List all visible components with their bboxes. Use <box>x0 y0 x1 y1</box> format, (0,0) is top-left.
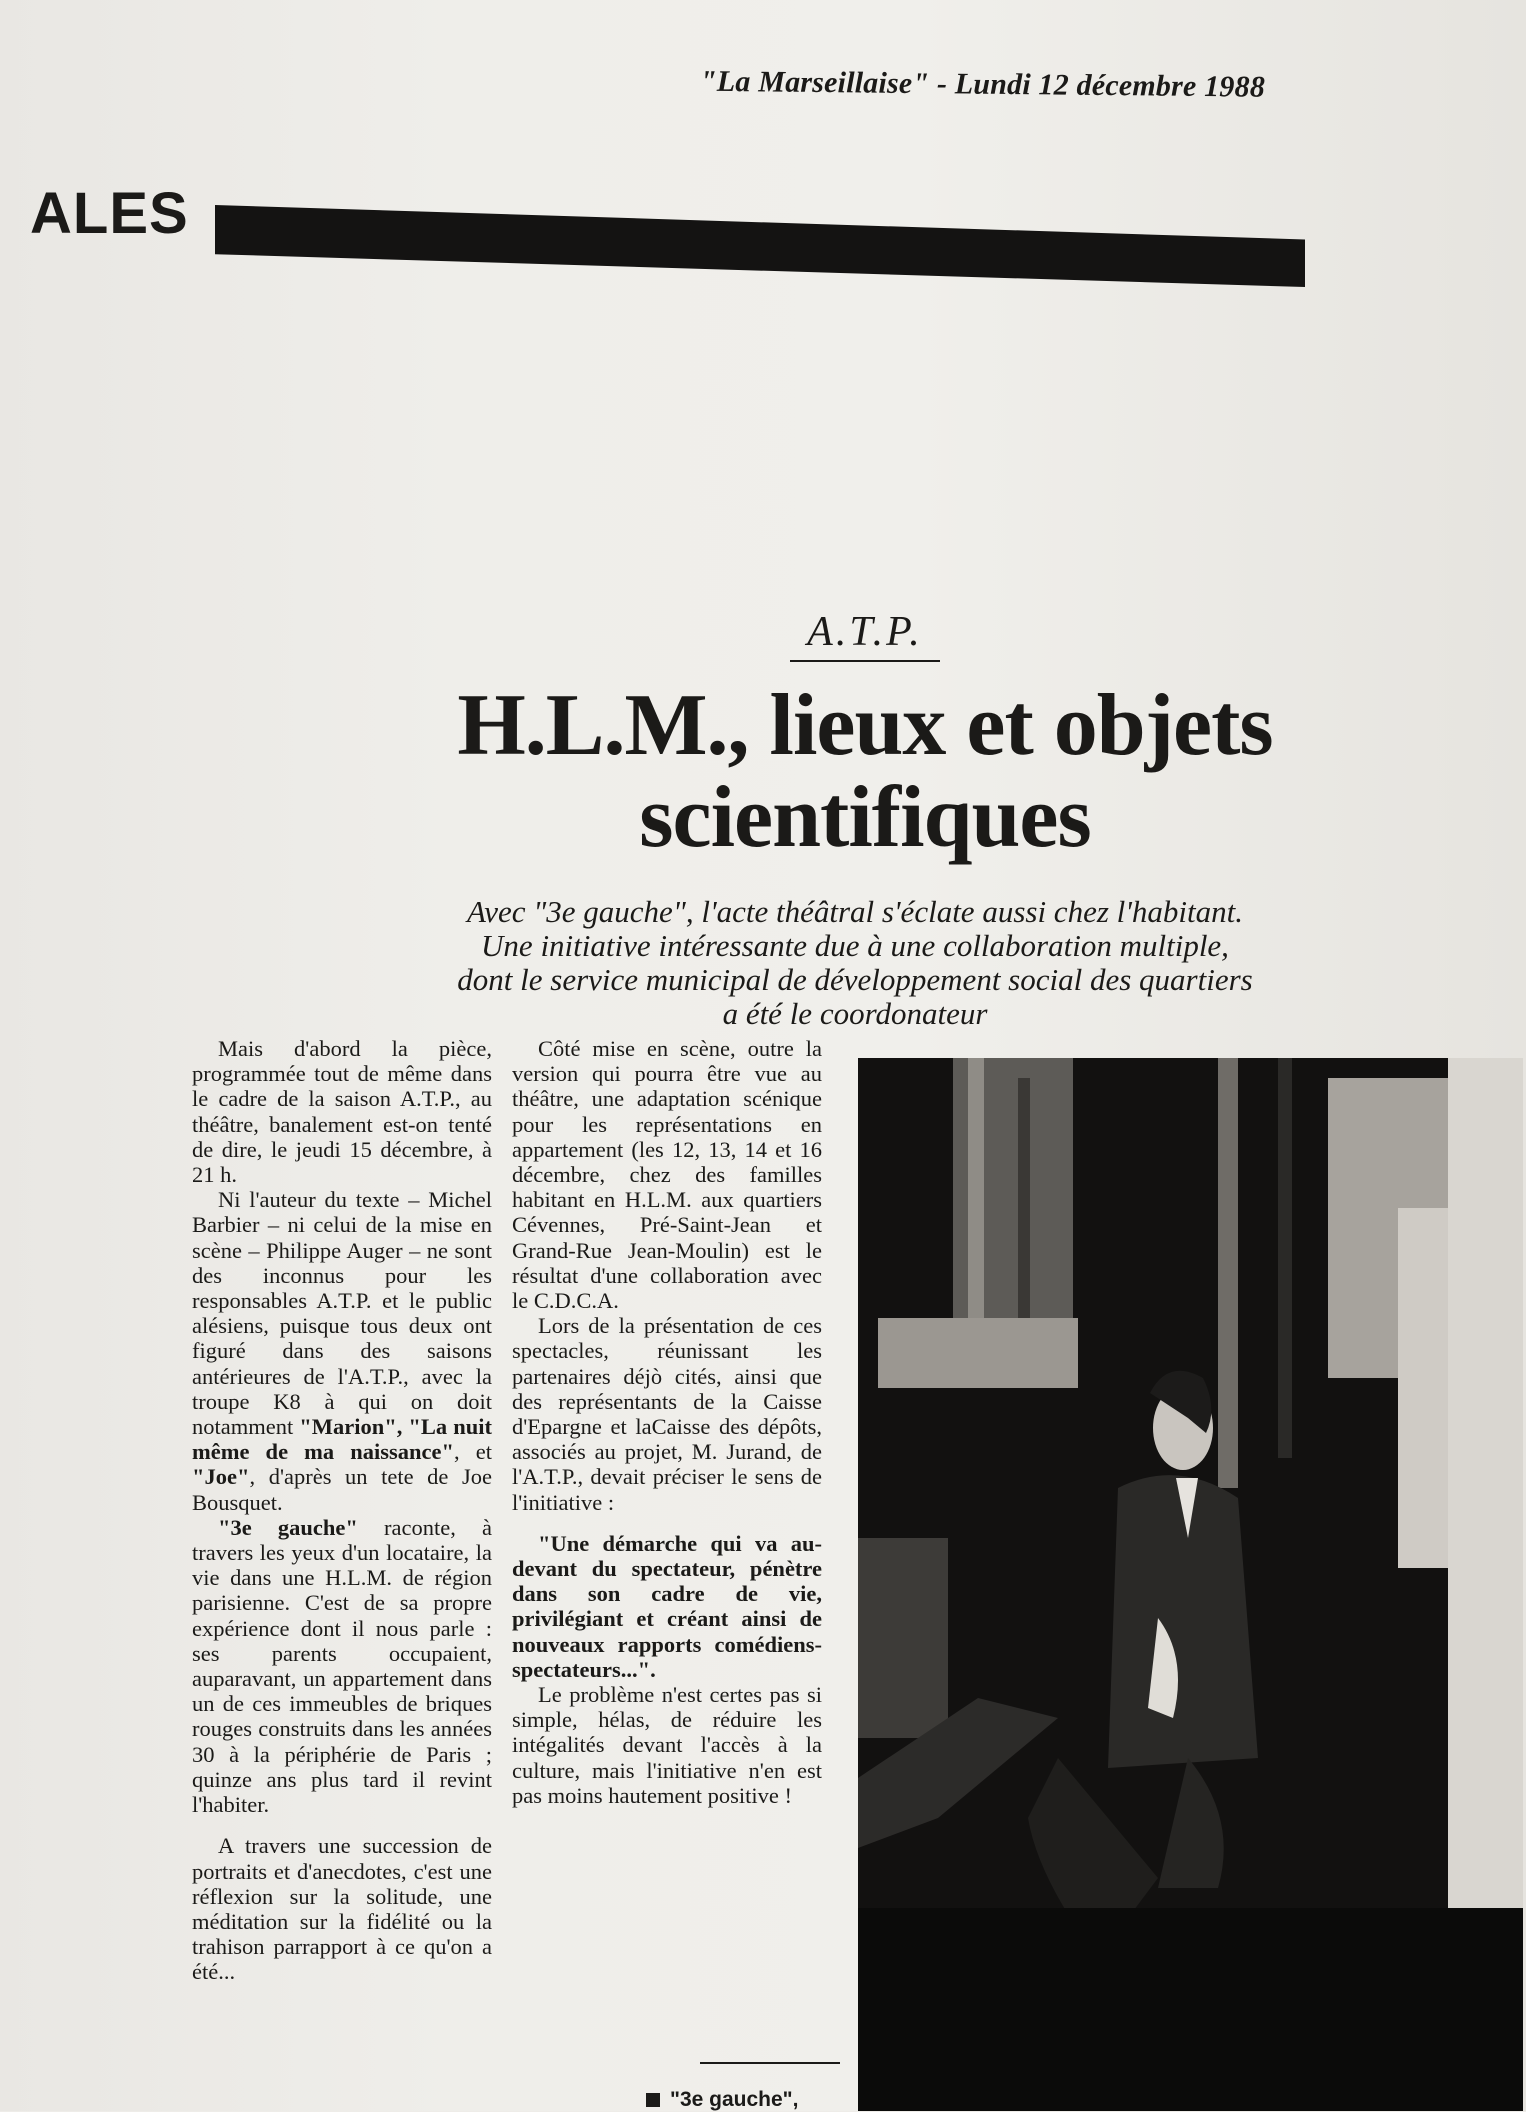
article-photo <box>858 1058 1523 2111</box>
headline <box>360 677 1370 866</box>
kicker: A.T.P. <box>790 608 940 662</box>
paragraph: Ni l'auteur du texte – Michel Barbier – ni celui de la mise en scène – Philippe Auger – ne sont des inconnus pour les responsables A.T.P. et le public alésiens, puisque tous deux ont figuré dans des saisons antérieures de l'A.T.P., avec la troupe K8 à qui on doit notamment "Marion", "La nuit même de ma naissance", et "Joe", d'après un tete de Joe Bousquet. <box>192 1187 492 1515</box>
deck-line-3: dont le service municipal de développement social des quartiers <box>457 962 1253 997</box>
deck-line-1: Avec "3e gauche", l'acte théâtral s'éclate aussi chez l'habitant. <box>467 894 1243 929</box>
deck-line-4: a été le coordonateur <box>722 996 988 1031</box>
deck-line-2: Une initiative intéressante due à une collaboration multiple, <box>481 928 1229 963</box>
photo-caption: "3e gauche", <box>646 2088 798 2112</box>
section-label: ALES <box>30 181 189 246</box>
quote-paragraph: "Une démarche qui va au-devant du spectateur, pénètre dans son cadre de vie, privilégiant et créant ainsi de nouveaux rapports comédiens-spectateurs...". <box>512 1530 822 1682</box>
paragraph: A travers une succession de portraits et d'anecdotes, c'est une réflexion sur la solitude, une méditation sur la fidélité ou la trahison parrapport à ce qu'on a été... <box>192 1833 492 1985</box>
article-column-1 <box>192 1036 492 1985</box>
paragraph: Lors de la présentation de ces spectacles, réunissant les partenaires déjò cités, ainsi que des représentants de la Caisse d'Epargne et laCaisse des dépôts, associés au projet, M. Jurand, de l'A.T.P., devait préciser le sens de l'initiative : <box>512 1313 822 1515</box>
photo-illustration <box>858 1058 1523 2111</box>
caption-rule <box>700 2062 840 2064</box>
article-column-2 <box>512 1036 822 1808</box>
paragraph: Mais d'abord la pièce, programmée tout de même dans le cadre de la saison A.T.P., au théâtre, banalement est-on tenté de dire, le jeudi 15 décembre, à 21 h. <box>192 1036 492 1188</box>
section-bar <box>215 205 1305 287</box>
paragraph: Le problème n'est certes pas si simple, hélas, de réduire les intégalités devant l'accès à la culture, mais l'initiative n'en est pas moins hautement positive ! <box>512 1682 822 1808</box>
bullet-square-icon <box>646 2093 660 2107</box>
headline-line-2: scientifiques <box>639 769 1091 866</box>
headline-line-1: H.L.M., lieux et objets <box>457 677 1273 774</box>
paragraph: "3e gauche" raconte, à travers les yeux d'un locataire, la vie dans une H.L.M. de région parisienne. C'est de sa propre expérience dont il nous parle : ses parents occupaient, auparavant, un appartement dans un de ces immeubles de briques rouges construits dans les années 30 à la périphérie de Paris ; quinze ans plus tard il revint l'habiter. <box>192 1514 492 1818</box>
paragraph: Côté mise en scène, outre la version qui pourra être vue au théâtre, une adaptation scénique pour les représentations en appartement (les 12, 13, 14 et 16 décembre, chez des familles habitant en H.L.M. aux quartiers Cévennes, Pré-Saint-Jean et Grand-Rue Jean-Moulin) est le résultat d'une collaboration avec le C.D.C.A. <box>512 1036 822 1314</box>
masthead: "La Marseillaise" - Lundi 12 décembre 1988 <box>699 64 1266 104</box>
deck <box>400 895 1310 1031</box>
